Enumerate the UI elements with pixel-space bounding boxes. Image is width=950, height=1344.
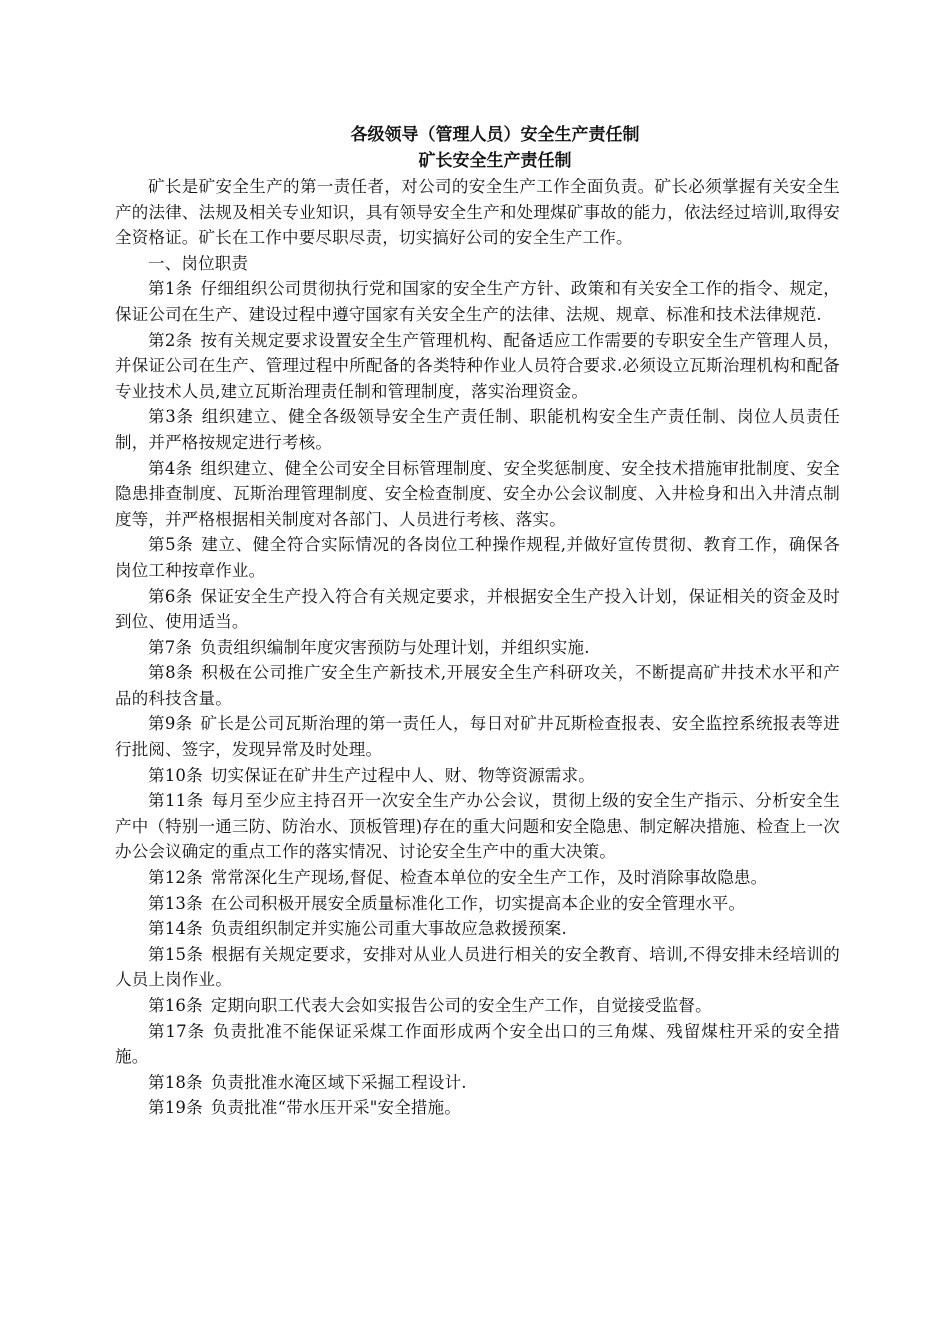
document-subtitle: 矿长安全生产责任制 bbox=[418, 151, 572, 171]
article-paragraph bbox=[115, 660, 840, 711]
article-paragraph bbox=[115, 328, 840, 405]
article-paragraph bbox=[115, 711, 840, 762]
article-text: 负责批准水淹区域下采掘工程设计. bbox=[210, 1072, 467, 1092]
article-text: 每月至少应主持召开一次安全生产办公会议，贯彻上级的安全生产指示、分析安全生产中（特别一通三防、防治水、顶板管理)存在的重大问题和安全隐患、制定解决措施、检查上一次办公会议确定的重点工作的落实情况、讨论安全生产中的重大决策。 bbox=[115, 791, 840, 862]
article-text: 矿长是公司瓦斯治理的第一责任人，每日对矿井瓦斯检查报表、安全监控系统报表等进行批阅、签字，发现异常及时处理。 bbox=[115, 714, 840, 760]
article-paragraph bbox=[115, 1019, 840, 1070]
article-paragraph bbox=[115, 532, 840, 583]
article-number: 第3条 bbox=[148, 407, 194, 427]
article-text: 保证安全生产投入符合有关规定要求，并根据安全生产投入计划，保证相关的资金及时到位、使用适当。 bbox=[115, 586, 840, 632]
article-paragraph bbox=[115, 404, 840, 455]
article-text: 根据有关规定要求，安排对从业人员进行相关的安全教育、培训,不得安排未经培训的人员上岗作业。 bbox=[115, 944, 840, 990]
article-paragraph bbox=[115, 763, 840, 789]
article-list bbox=[115, 276, 840, 1121]
article-number: 第12条 bbox=[148, 868, 203, 888]
article-number: 第17条 bbox=[148, 1021, 206, 1041]
article-text: 组织建立、健全公司安全目标管理制度、安全奖惩制度、安全技术措施审批制度、安全隐患排查制度、瓦斯治理管理制度、安全检查制度、安全办公会议制度、入井检身和出入井清点制度等，并严格根据相关制度对各部门、人员进行考核、落实。 bbox=[115, 458, 840, 529]
article-text: 在公司积极开展安全质量标准化工作，切实提高本企业的安全管理水平。 bbox=[210, 893, 746, 913]
article-text: 按有关规定要求设置安全生产管理机构、配备适应工作需要的专职安全生产管理人员，并保证公司在生产、管理过程中所配备的各类特种作业人员符合要求.必须设立瓦斯治理机构和配备专业技术人员,建立瓦斯治理责任制和管理制度，落实治理资金。 bbox=[115, 330, 840, 401]
intro-paragraph: 矿长是矿安全生产的第一责任者，对公司的安全生产工作全面负责。矿长必须掌握有关安全生产的法律、法规及相关专业知识，具有领导安全生产和处理煤矿事故的能力，依法经过培训,取得安全资格证。矿长在工作中要尽职尽责，切实搞好公司的安全生产工作。 bbox=[115, 177, 840, 248]
article-text: 建立、健全符合实际情况的各岗位工种操作规程,并做好宣传贯彻、教育工作，确保各岗位工种按章作业。 bbox=[115, 535, 840, 580]
article-paragraph bbox=[115, 916, 840, 942]
article-number: 第7条 bbox=[148, 637, 193, 657]
article-text: 负责组织制定并实施公司重大事故应急救援预案. bbox=[210, 919, 567, 939]
article-text: 组织建立、健全各级领导安全生产责任制、职能机构安全生产责任制、岗位人员责任制，并严格按规定进行考核。 bbox=[115, 407, 840, 452]
article-paragraph bbox=[115, 993, 840, 1019]
article-number: 第8条 bbox=[148, 663, 194, 683]
document-body bbox=[115, 122, 840, 1121]
article-paragraph bbox=[115, 1095, 840, 1121]
article-paragraph bbox=[115, 891, 840, 917]
article-text: 定期向职工代表大会如实报告公司的安全生产工作，自觉接受监督。 bbox=[210, 996, 712, 1015]
article-number: 第11条 bbox=[148, 791, 204, 811]
article-number: 第2条 bbox=[148, 330, 193, 350]
article-number: 第14条 bbox=[148, 919, 203, 939]
article-paragraph bbox=[115, 788, 840, 865]
article-paragraph bbox=[115, 584, 840, 635]
article-number: 第9条 bbox=[148, 714, 193, 734]
article-text: 切实保证在矿井生产过程中人、财、物等资源需求。 bbox=[210, 765, 595, 785]
article-number: 第1条 bbox=[148, 279, 193, 299]
article-paragraph bbox=[115, 276, 840, 327]
article-text: 负责批准不能保证采煤工作面形成两个安全出口的三角煤、残留煤柱开采的安全措施。 bbox=[115, 1021, 841, 1067]
article-text: 仔细组织公司贯彻执行党和国家的安全生产方针、政策和有关安全工作的指令、规定，保证公司在生产、建设过程中遵守国家有关安全生产的法律、法规、规章、标准和技术法律规范. bbox=[115, 279, 840, 324]
article-number: 第10条 bbox=[148, 765, 203, 785]
article-text: 负责组织编制年度灾害预防与处理计划，并组织实施. bbox=[200, 637, 590, 657]
article-paragraph bbox=[115, 1070, 840, 1096]
article-text: 积极在公司推广安全生产新技术,开展安全生产科研攻关，不断提高矿井技术水平和产品的科技含量。 bbox=[115, 663, 840, 708]
article-number: 第15条 bbox=[148, 944, 204, 964]
article-number: 第18条 bbox=[148, 1072, 203, 1092]
article-number: 第4条 bbox=[148, 458, 193, 478]
article-number: 第5条 bbox=[148, 535, 194, 555]
article-number: 第16条 bbox=[148, 996, 203, 1015]
section-heading: 一、岗位职责 bbox=[148, 253, 249, 273]
document-title: 各级领导（管理人员）安全生产责任制 bbox=[350, 125, 640, 145]
article-paragraph bbox=[115, 865, 840, 891]
article-paragraph bbox=[115, 456, 840, 533]
article-paragraph bbox=[115, 635, 840, 661]
article-text: 负责批准“带水压开采"安全措施。 bbox=[210, 1098, 462, 1118]
article-number: 第13条 bbox=[148, 893, 203, 913]
article-number: 第19条 bbox=[148, 1098, 203, 1118]
article-paragraph bbox=[115, 942, 840, 993]
article-number: 第6条 bbox=[148, 586, 193, 606]
article-text: 常常深化生产现场,督促、检查本单位的安全生产工作，及时消除事故隐患。 bbox=[210, 868, 768, 888]
